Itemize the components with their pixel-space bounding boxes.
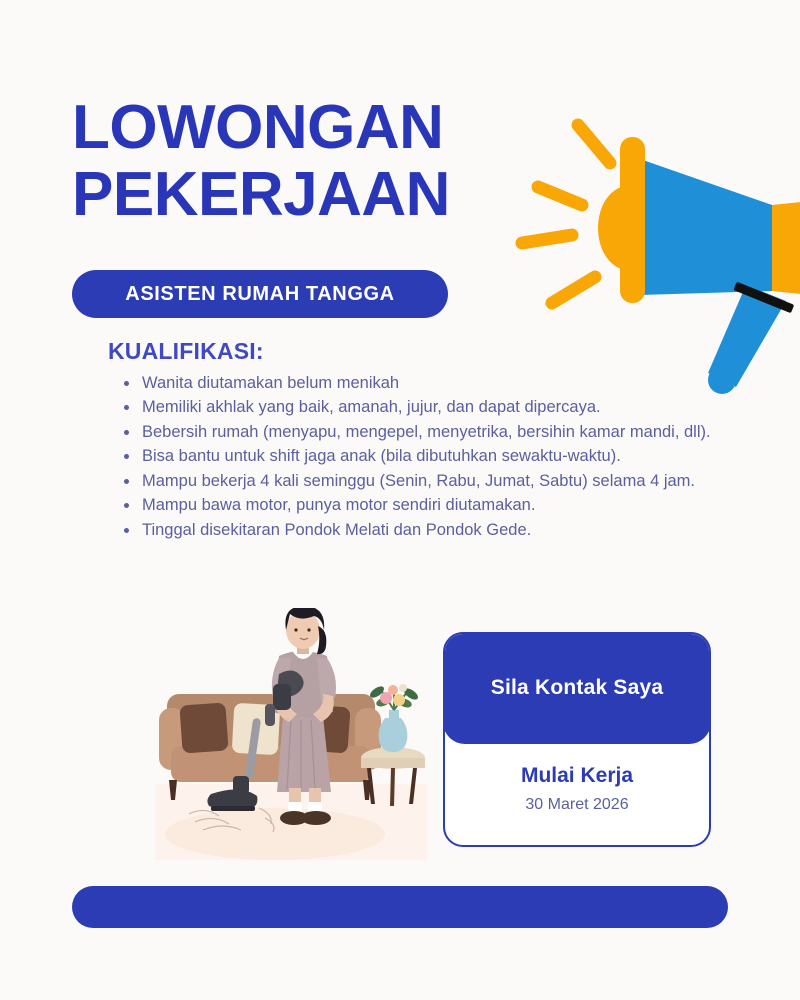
list-item-text: Bisa bantu untuk shift jaga anak (bila dibutuhkan sewaktu-waktu). — [142, 447, 621, 466]
megaphone-icon — [500, 95, 800, 395]
start-work-date: 30 Maret 2026 — [525, 796, 629, 813]
page-title — [72, 93, 450, 229]
title-line-1: LOWONGAN — [72, 93, 444, 162]
bullet-icon — [124, 503, 129, 508]
list-item — [120, 445, 720, 468]
list-item-text: Wanita diutamakan belum menikah — [142, 374, 400, 392]
bullet-icon — [124, 454, 129, 459]
bullet-icon — [124, 381, 129, 386]
contact-card-body — [445, 746, 709, 814]
list-item-text: Bebersih rumah (menyapu, mengepel, menyetrika, bersihin kamar mandi, dll). — [142, 422, 711, 441]
bullet-icon — [124, 479, 129, 484]
list-item — [120, 421, 720, 444]
list-item-text: Mampu bawa motor, punya motor sendiri diutamakan. — [142, 496, 536, 515]
list-item — [120, 519, 720, 542]
list-item — [120, 470, 720, 493]
woman-vacuuming-illustration — [155, 608, 427, 860]
list-item-text: Memiliki akhlak yang baik, amanah, jujur, dan dapat dipercaya. — [142, 398, 601, 417]
bottom-bar — [72, 886, 728, 928]
bullet-icon — [124, 405, 129, 410]
list-item — [120, 396, 720, 419]
start-work-label: Mulai Kerja — [520, 764, 634, 787]
list-item-text: Tinggal disekitaran Pondok Melati dan Pondok Gede. — [142, 520, 532, 539]
position-badge-label: ASISTEN RUMAH TANGGA — [125, 282, 395, 305]
bullet-icon — [124, 528, 129, 533]
contact-card-header-label: Sila Kontak Saya — [490, 676, 664, 699]
contact-card[interactable] — [443, 632, 711, 847]
list-item — [120, 494, 720, 517]
qualifications-heading: KUALIFIKASI: — [108, 338, 264, 364]
contact-card-header — [443, 632, 711, 744]
position-badge — [72, 270, 448, 318]
qualifications-list — [120, 372, 720, 543]
bullet-icon — [124, 430, 129, 435]
list-item — [120, 372, 720, 395]
list-item-text: Mampu bekerja 4 kali seminggu (Senin, Rabu, Jumat, Sabtu) selama 4 jam. — [142, 471, 696, 490]
title-line-2: PEKERJAAN — [72, 159, 450, 229]
